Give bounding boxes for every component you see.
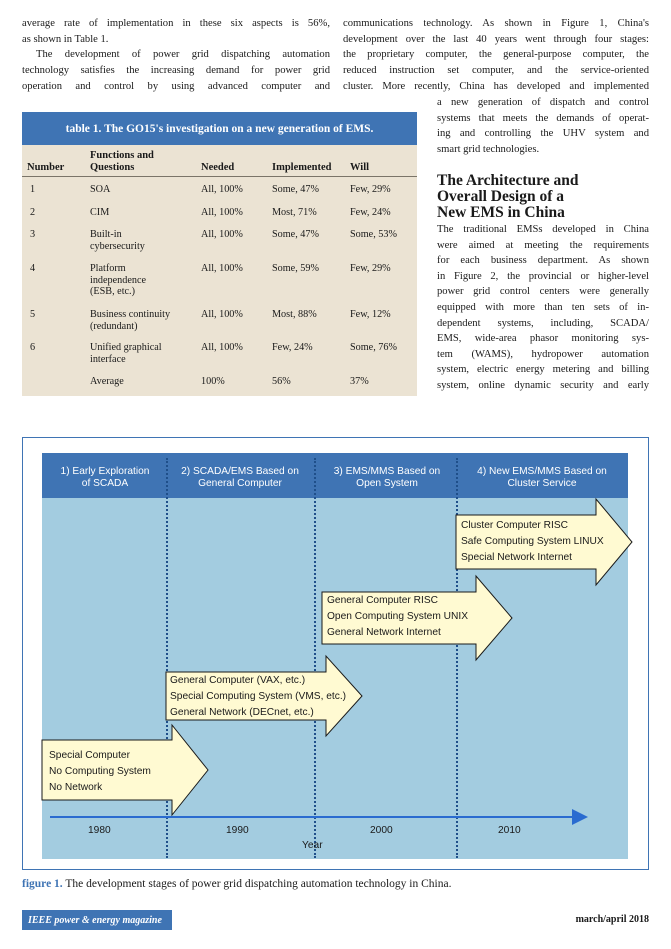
cell-function-line1: Unified graphical <box>90 342 162 353</box>
arrow-line: Safe Computing System LINUX <box>461 536 604 547</box>
header-number: Number <box>27 162 65 173</box>
cell-implemented: Some, 47% <box>272 184 319 195</box>
arrow-line: General Network (DECnet, etc.) <box>170 707 314 718</box>
paragraph-line: cluster. More recently, China has developed and implemented <box>343 80 649 92</box>
arrow-line: No Computing System <box>49 766 151 777</box>
time-axis-arrowhead <box>572 809 588 825</box>
paragraph-line: a new generation of dispatch and control <box>437 97 649 108</box>
table-title: table 1. The GO15's investigation on a new generation of EMS. <box>22 112 417 145</box>
paragraph-line: tem (WAMS), hydropower automation <box>437 348 649 360</box>
footer-magazine-name: IEEE power & energy magazine <box>22 910 172 930</box>
paragraph-line: equipped with more than ten sets of in- <box>437 301 649 313</box>
paragraph-line: smart grid technologies. <box>437 144 540 156</box>
cell-average-label: Average <box>90 376 124 387</box>
paragraph-line: reduced instruction set computer, and the service-oriented <box>343 65 649 77</box>
paragraph-line: system, online dynamic security and early <box>437 379 649 391</box>
section-heading-line1: The Architecture and <box>437 172 579 189</box>
cell-number: 1 <box>30 184 36 195</box>
cell-will: Few, 29% <box>350 184 391 195</box>
cell-needed: All, 100% <box>201 184 243 195</box>
year-tick-1980: 1980 <box>88 825 111 836</box>
paragraph-line: in Figure 2, the provincial or higher-level <box>437 270 649 282</box>
cell-needed: All, 100% <box>201 342 243 353</box>
year-tick-2010: 2010 <box>498 825 521 836</box>
arrow-text-stage-2 <box>170 673 346 721</box>
paragraph-line: ing and controlling the UHV system and <box>437 128 649 140</box>
arrow-line: No Network <box>49 782 103 793</box>
cell-implemented: Some, 47% <box>272 229 319 240</box>
caption-label: figure 1. <box>22 878 63 890</box>
arrow-line: Special Network Internet <box>461 552 572 563</box>
cell-function-line1: Platform <box>90 263 126 274</box>
paragraph-line: operation and control by using advanced computer and <box>22 80 330 92</box>
stage-line: 3) EMS/MMS Based on <box>333 466 441 477</box>
stage-line: 4) New EMS/MMS Based on <box>477 466 607 477</box>
cell-function: CIM <box>90 207 110 218</box>
cell-number: 4 <box>30 263 36 274</box>
paragraph-line: The traditional EMSs developed in China <box>437 224 649 235</box>
footer-issue-date: march/april 2018 <box>575 914 649 925</box>
cell-implemented: Some, 59% <box>272 263 319 274</box>
arrow-text-stage-4 <box>461 518 604 566</box>
paragraph-line: dependent systems, including, SCADA/ <box>437 317 649 329</box>
cell-implemented: Most, 71% <box>272 207 317 218</box>
paragraph-line: for each business department. As shown <box>437 255 649 267</box>
arrow-text-stage-1 <box>49 748 151 796</box>
paragraph-line: the proprietary computer, the general-purpose computer, the <box>343 49 649 61</box>
cell-will: Few, 29% <box>350 263 391 274</box>
cell-function-line3: (ESB, etc.) <box>90 286 135 297</box>
cell-function-line2: independence <box>90 274 147 286</box>
cell-implemented: Few, 24% <box>272 342 313 353</box>
header-will: Will <box>350 162 370 173</box>
cell-implemented: 56% <box>272 376 291 387</box>
cell-function-line2: interface <box>90 353 126 365</box>
cell-needed: All, 100% <box>201 309 243 320</box>
stage-line: of SCADA <box>81 478 129 489</box>
paragraph-line: as shown in Table 1. <box>22 33 109 45</box>
cell-function-line1: Business continuity <box>90 309 171 320</box>
arrow-text-stage-3 <box>327 593 468 641</box>
cell-function-line2: cybersecurity <box>90 240 145 252</box>
cell-function-line2: (redundant) <box>90 320 138 332</box>
arrow-line: General Network Internet <box>327 627 441 638</box>
cell-number: 6 <box>30 342 36 353</box>
paragraph-line: technology satisfies the increasing demand for power grid <box>22 65 330 77</box>
cell-number: 2 <box>30 207 36 218</box>
paragraph-line: communications technology. As shown in Figure 1, China's <box>343 18 649 29</box>
cell-needed: 100% <box>201 376 225 387</box>
stage-line: General Computer <box>198 478 282 489</box>
cell-will: 37% <box>350 376 369 387</box>
paragraph-line: EMS, wide-area phasor monitoring sys- <box>437 333 649 345</box>
paragraph-line: systems that meets the demands of operat- <box>437 112 649 124</box>
stage-line: Cluster Service <box>507 478 577 489</box>
cell-needed: All, 100% <box>201 229 243 240</box>
header-implemented: Implemented <box>272 162 332 173</box>
arrow-line: Special Computing System (VMS, etc.) <box>170 691 347 702</box>
section-heading-line2: Overall Design of a <box>437 188 564 205</box>
header-needed: Needed <box>201 162 235 173</box>
cell-will: Few, 24% <box>350 207 391 218</box>
year-tick-1990: 1990 <box>226 825 249 836</box>
paragraph-line: system, electric energy metering and billing <box>437 364 649 376</box>
cell-function-line1: Built-in <box>90 229 122 240</box>
arrow-line: Cluster Computer RISC <box>461 520 568 531</box>
header-functions-line2: Questions <box>90 162 135 173</box>
cell-number: 3 <box>30 229 36 240</box>
arrow-line: Special Computer <box>49 750 130 761</box>
arrow-line: General Computer (VAX, etc.) <box>170 675 306 686</box>
paragraph-line: The development of power grid dispatching automation <box>36 49 330 61</box>
cell-will: Some, 53% <box>350 229 397 240</box>
cell-will: Few, 12% <box>350 309 391 320</box>
stage-line: 1) Early Exploration <box>60 466 150 477</box>
axis-label-year: Year <box>302 840 323 851</box>
stage-line: 2) SCADA/EMS Based on <box>181 466 299 477</box>
header-functions-line1: Functions and <box>90 150 154 161</box>
cell-needed: All, 100% <box>201 263 243 274</box>
paragraph-line: average rate of implementation in these six aspects is 56%, <box>22 18 330 29</box>
paragraph-line: development over the last 40 years went through four stages: <box>343 33 649 45</box>
arrow-line: Open Computing System UNIX <box>327 611 468 622</box>
cell-will: Some, 76% <box>350 342 397 353</box>
cell-needed: All, 100% <box>201 207 243 218</box>
cell-function: SOA <box>90 184 111 195</box>
paragraph-line: power grid control centers were generally <box>437 286 649 298</box>
caption-text: The development stages of power grid dispatching automation technology in China. <box>62 878 452 890</box>
section-heading-line3: New EMS in China <box>437 204 565 221</box>
figure-caption <box>22 878 451 890</box>
arrow-line: General Computer RISC <box>327 595 438 606</box>
cell-implemented: Most, 88% <box>272 309 317 320</box>
year-tick-2000: 2000 <box>370 825 393 836</box>
stage-line: Open System <box>356 478 418 489</box>
cell-number: 5 <box>30 309 36 320</box>
paragraph-line: were aimed at meeting the requirements <box>437 239 649 251</box>
